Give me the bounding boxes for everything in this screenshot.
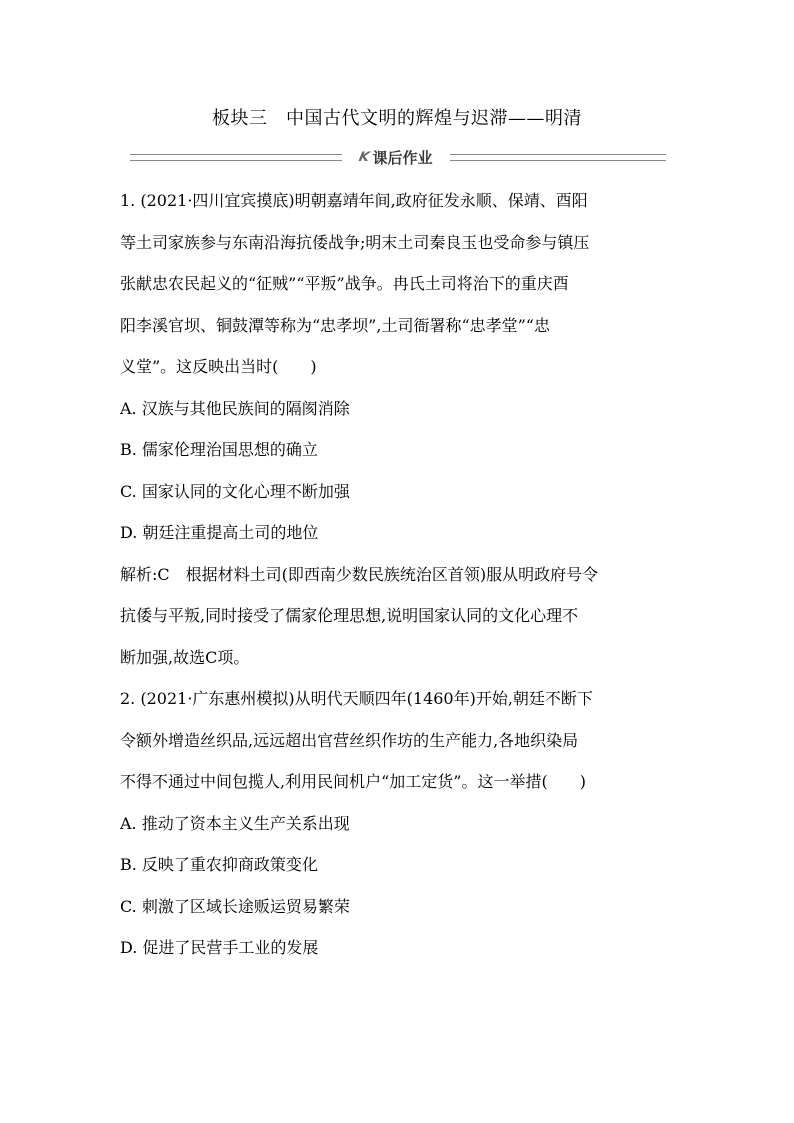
question-stem-line: 等土司家族参与东南沿海抗倭战争;明末土司秦良玉也受命参与镇压 — [120, 232, 590, 252]
question-stem-line: 义堂”。这反映出当时( ) — [120, 357, 317, 376]
question-stem-line: 1. (2021·四川宜宾摸底)明朝嘉靖年间,政府征发永顺、保靖、酉阳 — [120, 191, 588, 210]
question-stem-line: 张献忠农民起义的“征贼”“平叛”战争。冉氏土司将治下的重庆酉 — [120, 274, 569, 293]
analysis-line: 抗倭与平叛,同时接受了儒家伦理思想,说明国家认同的文化心理不 — [120, 606, 579, 625]
page-title: 板块三 中国古代文明的辉煌与迟滞——明清 — [212, 108, 582, 129]
section-logo-icon: K — [357, 149, 371, 165]
question-stem-line: 阳李溪官坝、铜鼓潭等称为“忠孝坝”,土司衙署称“忠孝堂”“忠 — [120, 315, 550, 335]
option-a: A. 汉族与其他民族间的隔阂消除 — [120, 398, 350, 418]
option-b: B. 儒家伦理治国思想的确立 — [120, 440, 318, 459]
question-1 — [120, 180, 680, 678]
question-2 — [120, 678, 680, 969]
section-rule-right — [450, 154, 666, 161]
section-header — [130, 146, 666, 168]
section-label — [346, 146, 446, 168]
option-c: C. 国家认同的文化心理不断加强 — [120, 481, 350, 501]
question-stem-line: 2. (2021·广东惠州模拟)从明代天顺四年(1460年)开始,朝廷不断下 — [120, 689, 593, 708]
section-rule-left — [130, 154, 342, 161]
question-stem-line: 不得不通过中间包揽人,利用民间机户“加工定货”。这一举措( ) — [120, 772, 586, 791]
option-b: B. 反映了重农抑商政策变化 — [120, 855, 318, 874]
question-stem-line: 令额外增造丝织品,远远超出官营丝织作坊的生产能力,各地织染局 — [120, 730, 579, 750]
section-label-text: 课后作业 — [372, 148, 433, 167]
option-a: A. 推动了资本主义生产关系出现 — [120, 813, 350, 833]
question-list — [120, 180, 680, 969]
option-d: D. 促进了民营手工业的发展 — [120, 938, 319, 957]
option-c: C. 刺激了区域长途贩运贸易繁荣 — [120, 896, 350, 916]
option-d: D. 朝廷注重提高土司的地位 — [120, 523, 319, 542]
analysis-line: 断加强,故选C项。 — [120, 647, 250, 667]
analysis-line: 解析:C 根据材料土司(即西南少数民族统治区首领)服从明政府号令 — [120, 564, 599, 584]
